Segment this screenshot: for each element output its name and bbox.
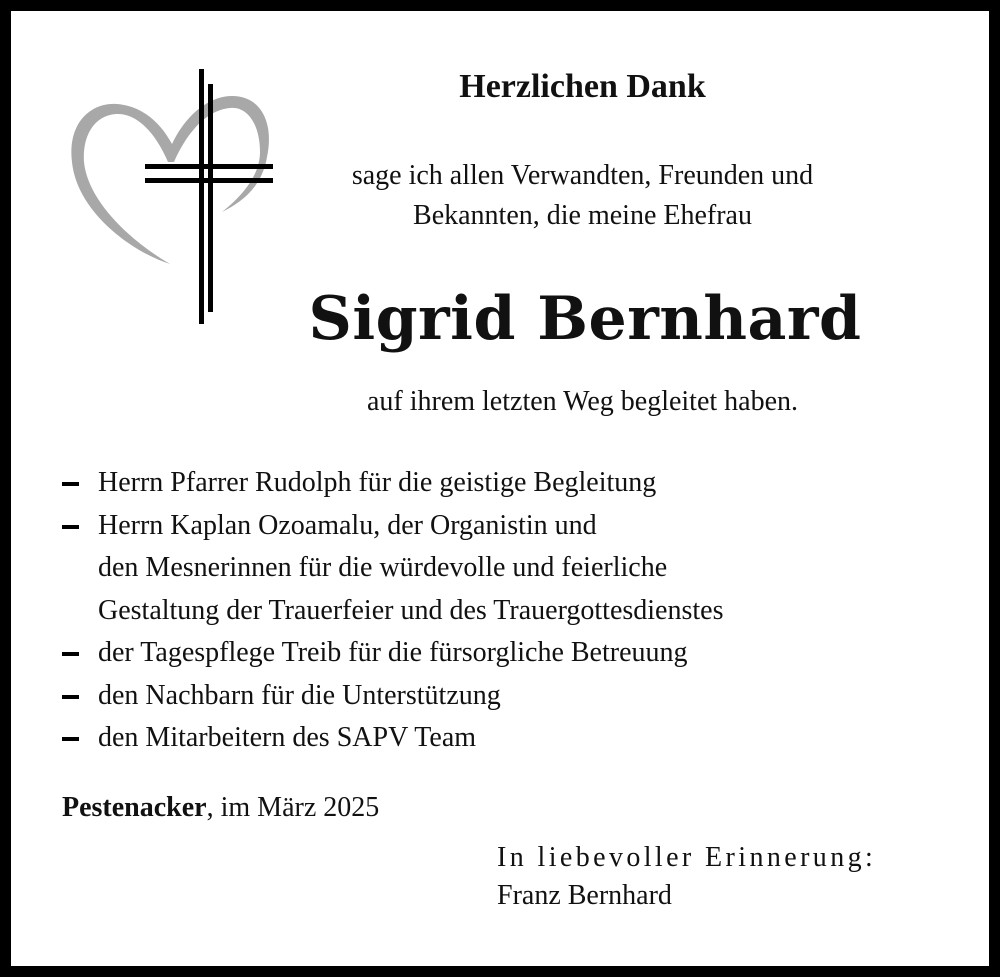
dash-bullet [62,482,79,486]
outro-text: auf ihrem letzten Weg begleitet haben. [366,386,799,417]
cross-vertical-bar-2 [208,84,213,312]
signer-name: Franz Bernhard [497,880,672,911]
date-text: , im März 2025 [206,792,380,823]
thanks-item-line: den Mitarbeitern des SAPV Team [98,722,477,753]
deceased-name: Sigrid Bernhard [308,284,862,354]
cross-horizontal-bar-2 [145,178,273,183]
thanks-item-line: Herrn Pfarrer Rudolph für die geistige Begleitung [98,467,657,498]
intro-line: sage ich allen Verwandten, Freunden und [351,160,814,191]
place-date-line [62,792,379,824]
cross-horizontal-bar-1 [145,164,273,169]
dash-bullet [62,525,79,529]
dash-bullet [62,737,79,741]
thanks-item [62,505,942,633]
thanks-item [62,717,942,760]
thanks-item [62,632,942,675]
thanks-item [62,675,942,718]
signoff-text: In liebevoller Erinnerung: [497,842,877,873]
thanks-item-line: Gestaltung der Trauerfeier und des Trauergottesdienstes [98,594,724,626]
thanks-item-line: den Nachbarn für die Unterstützung [98,679,501,711]
place-name: Pestenacker [62,792,207,823]
intro-text [300,156,865,236]
thanks-item-line: den Mesnerinnen für die würdevolle und feierliche [98,552,668,583]
intro-line: Bekannten, die meine Ehefrau [413,200,752,231]
dash-bullet [62,652,79,656]
thanks-item-line: der Tagespflege Treib für die fürsorgliche Betreuung [98,637,688,668]
thanks-item [62,462,942,505]
notice-heading: Herzlichen Dank [459,68,706,105]
heart-cross-icon [62,62,292,332]
thanks-list [62,462,942,760]
cross-vertical-bar-1 [199,69,204,324]
thanks-item-line: Herrn Kaplan Ozoamalu, der Organistin und [98,509,597,541]
dash-bullet [62,695,79,699]
